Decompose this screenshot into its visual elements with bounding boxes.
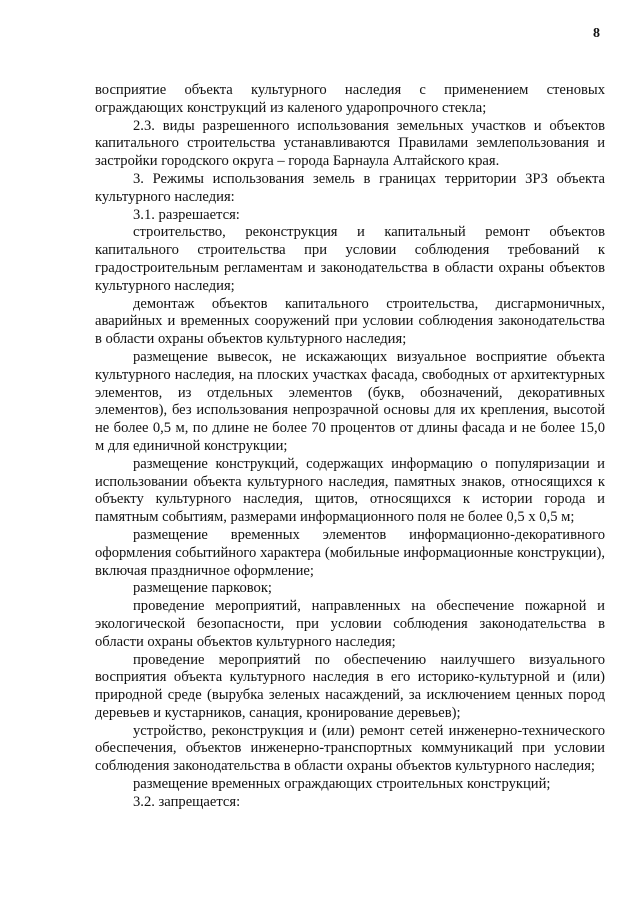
paragraph-3-heading: 3. Режимы использования земель в границах территории ЗРЗ объекта культурного наследия: <box>95 170 605 205</box>
list-item: проведение мероприятий, направленных на обеспечение пожарной и экологической безопасности, при условии соблюдения законодательства в области охраны объектов культурного наследия; <box>95 598 605 650</box>
list-item: размещение вывесок, не искажающих визуальное восприятие объекта культурного наследия, на плоских участках фасада, свободных от архитектурных элементов, из отдельных элементов (букв, обозначений, декоративных элементов), без использования непрозрачной основы для их крепления, высотой не более 0,5 м, по длине не более 70 процентов от длины фасада и не более 15,0 м для единичной конструкции; <box>95 348 605 454</box>
paragraph-continuation: восприятие объекта культурного наследия с применением стеновых ограждающих конструкций из каленого ударопрочного стекла; <box>95 82 605 116</box>
document-body <box>95 82 605 812</box>
list-item: проведение мероприятий по обеспечению наилучшего визуального восприятия объекта культурного наследия в его историко-культурной и (или) природной среде (вырубка зеленых насаждений, за исключением ценных пород деревьев и кустарников, санация, кронирование деревьев); <box>95 651 605 721</box>
list-item: строительство, реконструкция и капитальный ремонт объектов капитального строительства при условии соблюдения требований к градостроительным регламентам и законодательства в области охраны объектов культурного наследия; <box>95 224 605 294</box>
page-number: 8 <box>593 26 600 41</box>
paragraph-2-3: 2.3. виды разрешенного использования земельных участков и объектов капитального строительства устанавливаются Правилами землепользования и застройки городского округа – города Барнаула Алтайского края. <box>95 117 605 170</box>
list-item: размещение временных элементов информационно-декоративного оформления событийного характера (мобильные информационные конструкции), включая праздничное оформление; <box>95 526 605 579</box>
list-item: размещение временных ограждающих строительных конструкций; <box>133 776 551 793</box>
list-item: устройство, реконструкция и (или) ремонт сетей инженерно-технического обеспечения, объектов инженерно-транспортных коммуникаций при условии соблюдения законодательства в области охраны объектов культурного наследия; <box>95 722 605 775</box>
list-item: размещение конструкций, содержащих информацию о популяризации и использовании объекта культурного наследия, памятных знаков, относящихся к объекту культурного наследия, щитов, относящихся к истории города и памятным событиям, размерами информационного поля не более 0,5 х 0,5 м; <box>95 455 605 526</box>
paragraph-3-2-heading: 3.2. запрещается: <box>133 793 241 810</box>
list-item: демонтаж объектов капитального строительства, дисгармоничных, аварийных и временных сооружений при условии соблюдения законодательства в области охраны объектов культурного наследия; <box>95 295 605 348</box>
list-item: размещение парковок; <box>133 580 272 597</box>
paragraph-3-1-heading: 3.1. разрешается: <box>133 206 240 223</box>
